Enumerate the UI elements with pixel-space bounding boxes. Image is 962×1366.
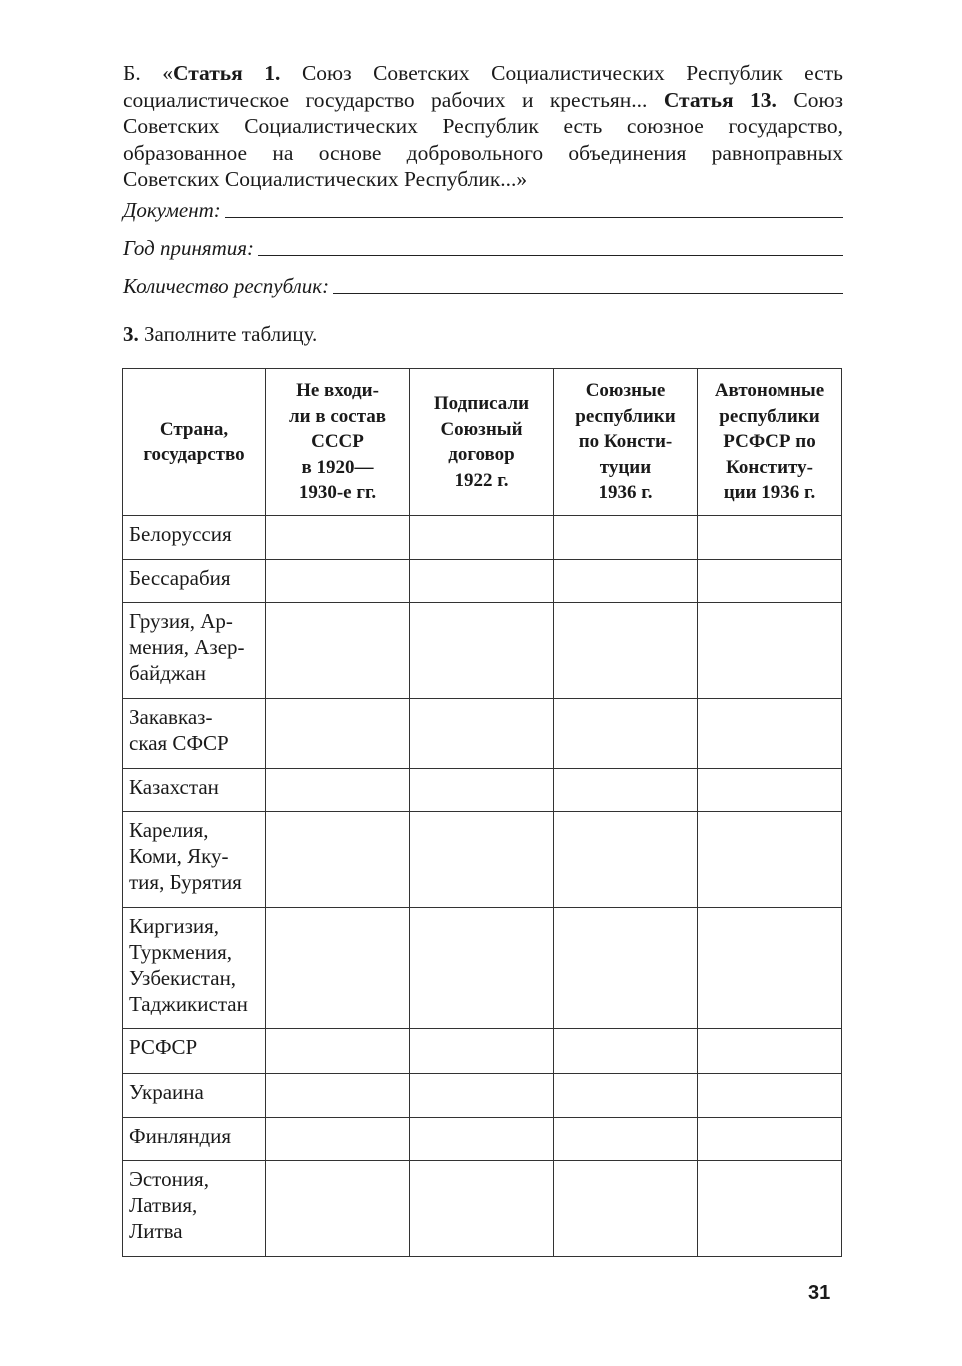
answer-cell[interactable] (410, 603, 554, 699)
republic-count-label: Количество республик: (123, 274, 330, 298)
answer-cell[interactable] (554, 516, 698, 560)
answer-cell[interactable] (266, 1118, 410, 1161)
table-row (123, 603, 842, 699)
table-row (123, 1161, 842, 1257)
answer-cell[interactable] (266, 1161, 410, 1257)
answer-cell[interactable] (698, 908, 842, 1029)
quote-text: Б. « (123, 61, 173, 85)
answer-cell[interactable] (266, 516, 410, 560)
answer-cell[interactable] (410, 769, 554, 812)
year-answer-line[interactable] (258, 255, 843, 256)
answer-cell[interactable] (410, 516, 554, 560)
answer-cell[interactable] (410, 908, 554, 1029)
answer-cell[interactable] (554, 1074, 698, 1118)
answer-cell[interactable] (698, 769, 842, 812)
column-header-country: Страна, государство (123, 369, 266, 516)
table-row (123, 1074, 842, 1118)
document-label: Документ: (123, 198, 221, 222)
answer-cell[interactable] (698, 1074, 842, 1118)
column-header-not-in-ussr: Не входи- ли в состав СССР в 1920— 1930-е гг. (266, 369, 410, 516)
row-country-name: Белоруссия (123, 516, 266, 560)
answer-cell[interactable] (266, 812, 410, 908)
answer-cell[interactable] (266, 908, 410, 1029)
row-country-name: Бессарабия (123, 560, 266, 603)
row-country-name: РСФСР (123, 1029, 266, 1074)
year-field[interactable] (123, 233, 843, 261)
answer-cell[interactable] (554, 699, 698, 769)
republic-count-answer-line[interactable] (333, 293, 843, 294)
column-header-autonomous-republics: Автономные республики РСФСР по Конститу- ции 1936 г. (698, 369, 842, 516)
table-row (123, 560, 842, 603)
table-header-row (123, 369, 842, 516)
task-number: 3. (123, 322, 139, 346)
article-1-label: Статья 1. (172, 61, 281, 85)
article-13-label: Статья 13. (663, 87, 777, 112)
quote-line-1 (123, 60, 843, 87)
answer-cell[interactable] (554, 769, 698, 812)
answer-cell[interactable] (554, 560, 698, 603)
quote-line-5: Советских Социалистических Республик...» (123, 167, 528, 191)
table-row (123, 1029, 842, 1074)
answer-cell[interactable] (410, 560, 554, 603)
row-country-name: Грузия, Ар- мения, Азер- байджан (123, 603, 266, 699)
answer-cell[interactable] (698, 812, 842, 908)
answer-cell[interactable] (410, 1029, 554, 1074)
answer-cell[interactable] (266, 1074, 410, 1118)
table-row (123, 769, 842, 812)
task-text: Заполните таблицу. (138, 322, 318, 346)
answer-cell[interactable] (266, 1029, 410, 1074)
task-heading (123, 322, 317, 347)
answer-cell[interactable] (698, 560, 842, 603)
quote-block (123, 60, 843, 193)
answer-cell[interactable] (410, 699, 554, 769)
table-row (123, 516, 842, 560)
quote-text: Союз (776, 87, 843, 112)
republic-count-field[interactable] (123, 271, 843, 299)
quote-text: социалистическое государство рабочих и крестьян... (123, 87, 664, 112)
answer-cell[interactable] (410, 812, 554, 908)
answer-cell[interactable] (266, 603, 410, 699)
column-header-union-republics: Союзные республики по Консти- туции 1936 г. (554, 369, 698, 516)
row-country-name: Киргизия, Туркмения, Узбекистан, Таджикистан (123, 908, 266, 1029)
row-country-name: Казахстан (123, 769, 266, 812)
answer-cell[interactable] (698, 516, 842, 560)
answer-cell[interactable] (554, 908, 698, 1029)
quote-line-2 (123, 87, 843, 114)
answer-cell[interactable] (554, 812, 698, 908)
answer-cell[interactable] (410, 1161, 554, 1257)
table-row (123, 908, 842, 1029)
answer-cell[interactable] (698, 699, 842, 769)
answer-cell[interactable] (554, 603, 698, 699)
answer-cell[interactable] (554, 1118, 698, 1161)
answer-cell[interactable] (266, 699, 410, 769)
fill-in-table (122, 368, 842, 1257)
answer-cell[interactable] (698, 1029, 842, 1074)
row-country-name: Финляндия (123, 1118, 266, 1161)
document-field[interactable] (123, 195, 843, 223)
answer-cell[interactable] (410, 1118, 554, 1161)
table-row (123, 1118, 842, 1161)
answer-cell[interactable] (698, 1118, 842, 1161)
row-country-name: Украина (123, 1074, 266, 1118)
quote-line-3: Советских Социалистических Республик есть союзное государство, (123, 114, 843, 138)
answer-cell[interactable] (410, 1074, 554, 1118)
answer-cell[interactable] (554, 1029, 698, 1074)
quote-line-4: образованное на основе добровольного объединения равноправных (123, 140, 843, 165)
answer-cell[interactable] (698, 1161, 842, 1257)
column-header-union-treaty: Подписали Союзный договор 1922 г. (410, 369, 554, 516)
answer-cell[interactable] (554, 1161, 698, 1257)
row-country-name: Карелия, Коми, Яку- тия, Бурятия (123, 812, 266, 908)
quote-text: Союз Советских Социалистических Республик есть (280, 61, 843, 85)
table-row (123, 812, 842, 908)
year-label: Год принятия: (123, 236, 255, 260)
page-number: 31 (808, 1282, 831, 1304)
row-country-name: Закавказ- ская СФСР (123, 699, 266, 769)
document-answer-line[interactable] (225, 217, 843, 218)
answer-cell[interactable] (266, 769, 410, 812)
answer-cell[interactable] (266, 560, 410, 603)
answer-cell[interactable] (698, 603, 842, 699)
table-row (123, 699, 842, 769)
row-country-name: Эстония, Латвия, Литва (123, 1161, 266, 1257)
